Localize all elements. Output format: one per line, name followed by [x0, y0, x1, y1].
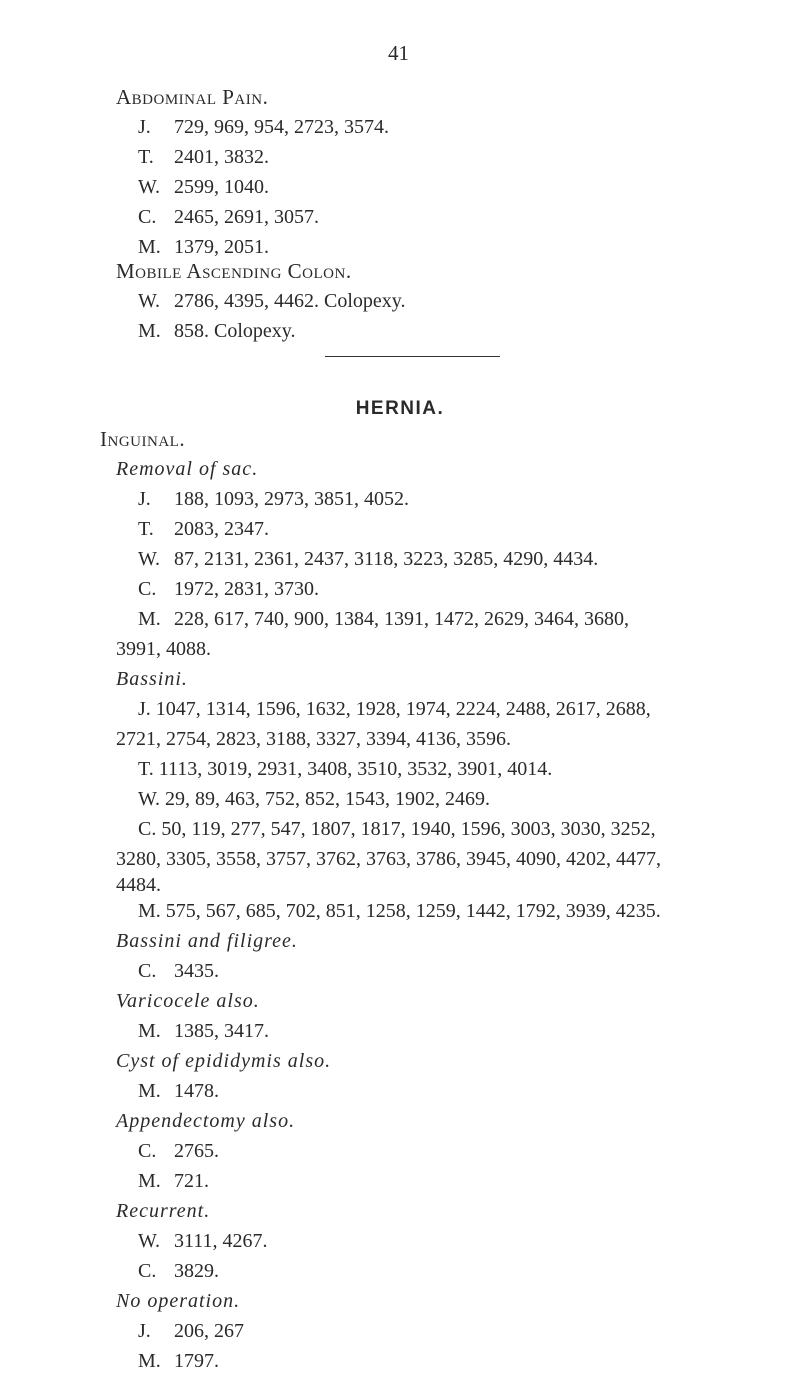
entry-refs: 729, 969, 954, 2723, 3574. [174, 116, 389, 138]
entry-abbr: J. [138, 116, 151, 138]
bassini-entry-j: J. 1047, 1314, 1596, 1632, 1928, 1974, 2224, 2488, 2617, 2688, [138, 698, 651, 720]
removal-entry-t [0, 514, 800, 544]
bassini-entry-w: W. 29, 89, 463, 752, 852, 1543, 1902, 2469. [138, 788, 491, 810]
epididymis-entry-m [0, 1076, 800, 1106]
inguinal-heading: Inguinal. [100, 427, 186, 451]
recurrent-entry-w [0, 1226, 800, 1256]
entry-abbr: W. [138, 548, 161, 570]
appendectomy-entry-m [0, 1166, 800, 1196]
entry-abbr: J. [138, 488, 151, 510]
appendectomy-entry-c [0, 1136, 800, 1166]
appendectomy-label: Appendectomy also. [116, 1110, 296, 1132]
entry-refs: 1972, 2831, 3730. [174, 578, 319, 600]
epididymis-label: Cyst of epididymis also. [116, 1050, 332, 1072]
entry-refs: 2083, 2347. [174, 518, 269, 540]
abdominal-pain-section [0, 82, 800, 262]
no-operation-entry-j [0, 1316, 800, 1346]
bassini-c-continuation: 3280, 3305, 3558, 3757, 3762, 3763, 3786, 3945, 4090, 4202, 4477, [116, 848, 661, 870]
entry-refs: 2599, 1040. [174, 176, 269, 198]
recurrent-label: Recurrent. [116, 1200, 211, 1222]
entry-refs: 2786, 4395, 4462. Colopexy. [174, 290, 406, 312]
page-number: 41 [388, 41, 409, 65]
entry-refs: 87, 2131, 2361, 2437, 3118, 3223, 3285, 4290, 4434. [174, 548, 599, 570]
varicocele-label: Varicocele also. [116, 990, 260, 1012]
bassini-j-continuation: 2721, 2754, 2823, 3188, 3327, 3394, 4136, 3596. [116, 728, 511, 750]
entry-abbr: C. [138, 578, 157, 600]
removal-entry-j [0, 484, 800, 514]
mobile-colon-section [0, 256, 800, 346]
section-divider [325, 356, 500, 357]
entry-abbr: W. [138, 1230, 161, 1252]
entry-abbr: T. [138, 518, 154, 540]
entry-refs: 858. Colopexy. [174, 320, 296, 342]
bassini-c-continuation-2: 4484. [116, 874, 161, 896]
hernia-section [0, 424, 800, 1376]
removal-entry-w [0, 544, 800, 574]
bassini-entry-t: T. 1113, 3019, 2931, 3408, 3510, 3532, 3901, 4014. [138, 758, 553, 780]
no-operation-entry-m [0, 1346, 800, 1376]
no-operation-label: No operation. [116, 1290, 241, 1312]
entry-abbr: C. [138, 960, 157, 982]
mobile-colon-entry-m [0, 316, 800, 346]
entry-refs: 3829. [174, 1260, 219, 1282]
removal-entry-c [0, 574, 800, 604]
entry-abbr: C. [138, 206, 157, 228]
entry-refs: 1797. [174, 1350, 219, 1372]
entry-refs: 721. [174, 1170, 209, 1192]
bassini-filigree-label: Bassini and filigree. [116, 930, 298, 952]
mobile-colon-entry-w [0, 286, 800, 316]
removal-of-sac-label: Removal of sac. [116, 458, 259, 480]
entry-refs: 1478. [174, 1080, 219, 1102]
entry-abbr: M. [138, 1080, 161, 1102]
removal-continuation: 3991, 4088. [116, 638, 211, 660]
abdominal-pain-entry-t [0, 142, 800, 172]
abdominal-pain-entry-j [0, 112, 800, 142]
entry-abbr: W. [138, 176, 161, 198]
entry-refs: 3435. [174, 960, 219, 982]
entry-refs: 2465, 2691, 3057. [174, 206, 319, 228]
entry-abbr: T. [138, 146, 154, 168]
recurrent-entry-c [0, 1256, 800, 1286]
entry-refs: 2401, 3832. [174, 146, 269, 168]
removal-entry-m [0, 604, 800, 634]
entry-abbr: W. [138, 290, 161, 312]
abdominal-pain-entry-c [0, 202, 800, 232]
hernia-title: HERNIA. [355, 398, 445, 419]
entry-refs: 206, 267 [174, 1320, 244, 1342]
entry-abbr: J. [138, 1320, 151, 1342]
entry-abbr: M. [138, 236, 161, 258]
abdominal-pain-entry-w [0, 172, 800, 202]
entry-abbr: M. [138, 320, 161, 342]
entry-refs: 1379, 2051. [174, 236, 269, 258]
entry-refs: 1385, 3417. [174, 1020, 269, 1042]
bassini-entry-c: C. 50, 119, 277, 547, 1807, 1817, 1940, 1596, 3003, 3030, 3252, [138, 818, 656, 840]
entry-abbr: M. [138, 1170, 161, 1192]
bassini-label: Bassini. [116, 668, 188, 690]
entry-refs: 228, 617, 740, 900, 1384, 1391, 1472, 2629, 3464, 3680, [174, 608, 629, 630]
mobile-colon-heading: Mobile Ascending Colon. [116, 259, 352, 283]
entry-refs: 3111, 4267. [174, 1230, 268, 1252]
entry-abbr: M. [138, 1020, 161, 1042]
entry-abbr: M. [138, 1350, 161, 1372]
entry-abbr: M. [138, 608, 161, 630]
abdominal-pain-heading: Abdominal Pain. [116, 85, 269, 109]
entry-abbr: C. [138, 1140, 157, 1162]
varicocele-entry-m [0, 1016, 800, 1046]
bassini-entry-m: M. 575, 567, 685, 702, 851, 1258, 1259, 1442, 1792, 3939, 4235. [138, 900, 661, 922]
bassini-filigree-entry-c [0, 956, 800, 986]
entry-abbr: C. [138, 1260, 157, 1282]
entry-refs: 2765. [174, 1140, 219, 1162]
entry-refs: 188, 1093, 2973, 3851, 4052. [174, 488, 409, 510]
